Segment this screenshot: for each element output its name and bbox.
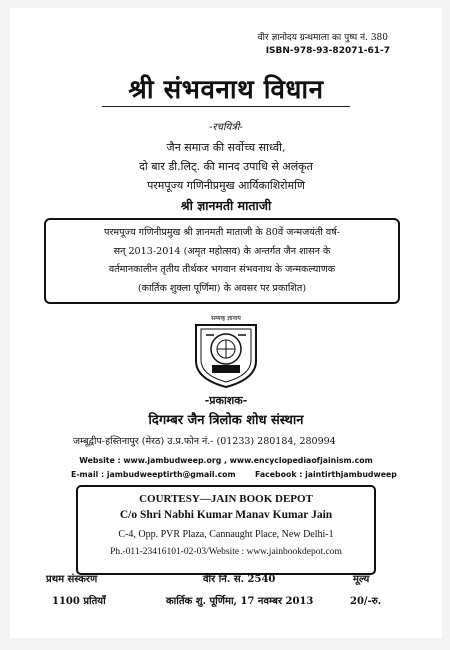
- courtesy-line-1: COURTESY—JAIN BOOK DEPOT: [139, 493, 313, 505]
- edition-label: प्रथम संस्करण: [46, 574, 98, 585]
- title-underline: [102, 106, 350, 107]
- author-line-1: जैन समाज की सर्वोच्च साध्वी,: [166, 141, 286, 154]
- author-name: श्री ज्ञानमती माताजी: [180, 198, 272, 213]
- occasion-box: [44, 218, 400, 304]
- publisher-facebook: Facebook : jaintirthjambudweep: [255, 470, 397, 479]
- publisher-website: Website : www.jambudweep.org , www.encyclopediaofjainism.com: [79, 456, 373, 465]
- copies-count: 1100 प्रतियाँ: [52, 596, 106, 607]
- institution-seal-icon: [192, 311, 260, 389]
- courtesy-line-4: Ph.-011-23416101-02-03/Website : www.jainbookdepot.com: [110, 547, 342, 557]
- courtesy-line-2: C/o Shri Nabhi Kumar Manav Kumar Jain: [119, 509, 333, 521]
- publisher-address: जम्बूद्वीप-हस्तिनापुर (मेरठ) उ.प्र.फोन नं.- (01233) 280184, 280994: [73, 436, 336, 447]
- author-line-2: दो बार डी.लिट्. की मानद उपाधि से अलंकृत: [139, 160, 313, 173]
- occasion-line-3: वर्तमानकालीन तृतीय तीर्थकर भगवान संभवनाथ के जन्मकल्याणक: [108, 264, 336, 275]
- logo-caption: सम्यक् ज्ञानाय: [211, 315, 241, 322]
- occasion-line-4: (कार्तिक शुक्ला पूर्णिमा) के अवसर पर प्रकाशित): [137, 282, 307, 294]
- publisher-name: दिगम्बर जैन त्रिलोक शोध संस्थान: [148, 413, 304, 428]
- publisher-label: -प्रकाशक-: [204, 394, 248, 407]
- price-label: मूल्य: [353, 574, 370, 585]
- vir-nirvan-samvat: वीर नि. सं. 2540: [203, 574, 276, 585]
- author-role: -रचयित्री-: [209, 122, 243, 133]
- author-line-3: परमपूज्य गणिनीप्रमुख आर्यिकाशिरोमणि: [147, 179, 305, 192]
- isbn-text: ISBN-978-93-82071-61-7: [265, 46, 390, 56]
- book-title: श्री संभवनाथ विधान: [128, 75, 324, 105]
- price-value: 20/-रु.: [350, 596, 382, 607]
- courtesy-line-3: C-4, Opp. PVR Plaza, Cannaught Place, New Delhi-1: [118, 529, 334, 540]
- courtesy-box: [76, 485, 376, 575]
- occasion-line-1: परमपूज्य गणिनीप्रमुख श्री ज्ञानमती माताजी के 80वें जन्मजयंती वर्ष-: [104, 227, 340, 238]
- occasion-line-2: सन् 2013-2014 (अमृत महोत्सव) के अन्तर्गत जैन शासन के: [113, 245, 331, 257]
- series-text: वीर ज्ञानोदय ग्रन्थमाला का पुष्प नं. 380: [257, 33, 388, 43]
- title-page: [10, 8, 442, 638]
- publisher-email: E-mail : jambudweeptirth@gmail.com: [71, 470, 236, 479]
- publication-date: कार्तिक शु. पूर्णिमा, 17 नवम्बर 2013: [166, 596, 314, 607]
